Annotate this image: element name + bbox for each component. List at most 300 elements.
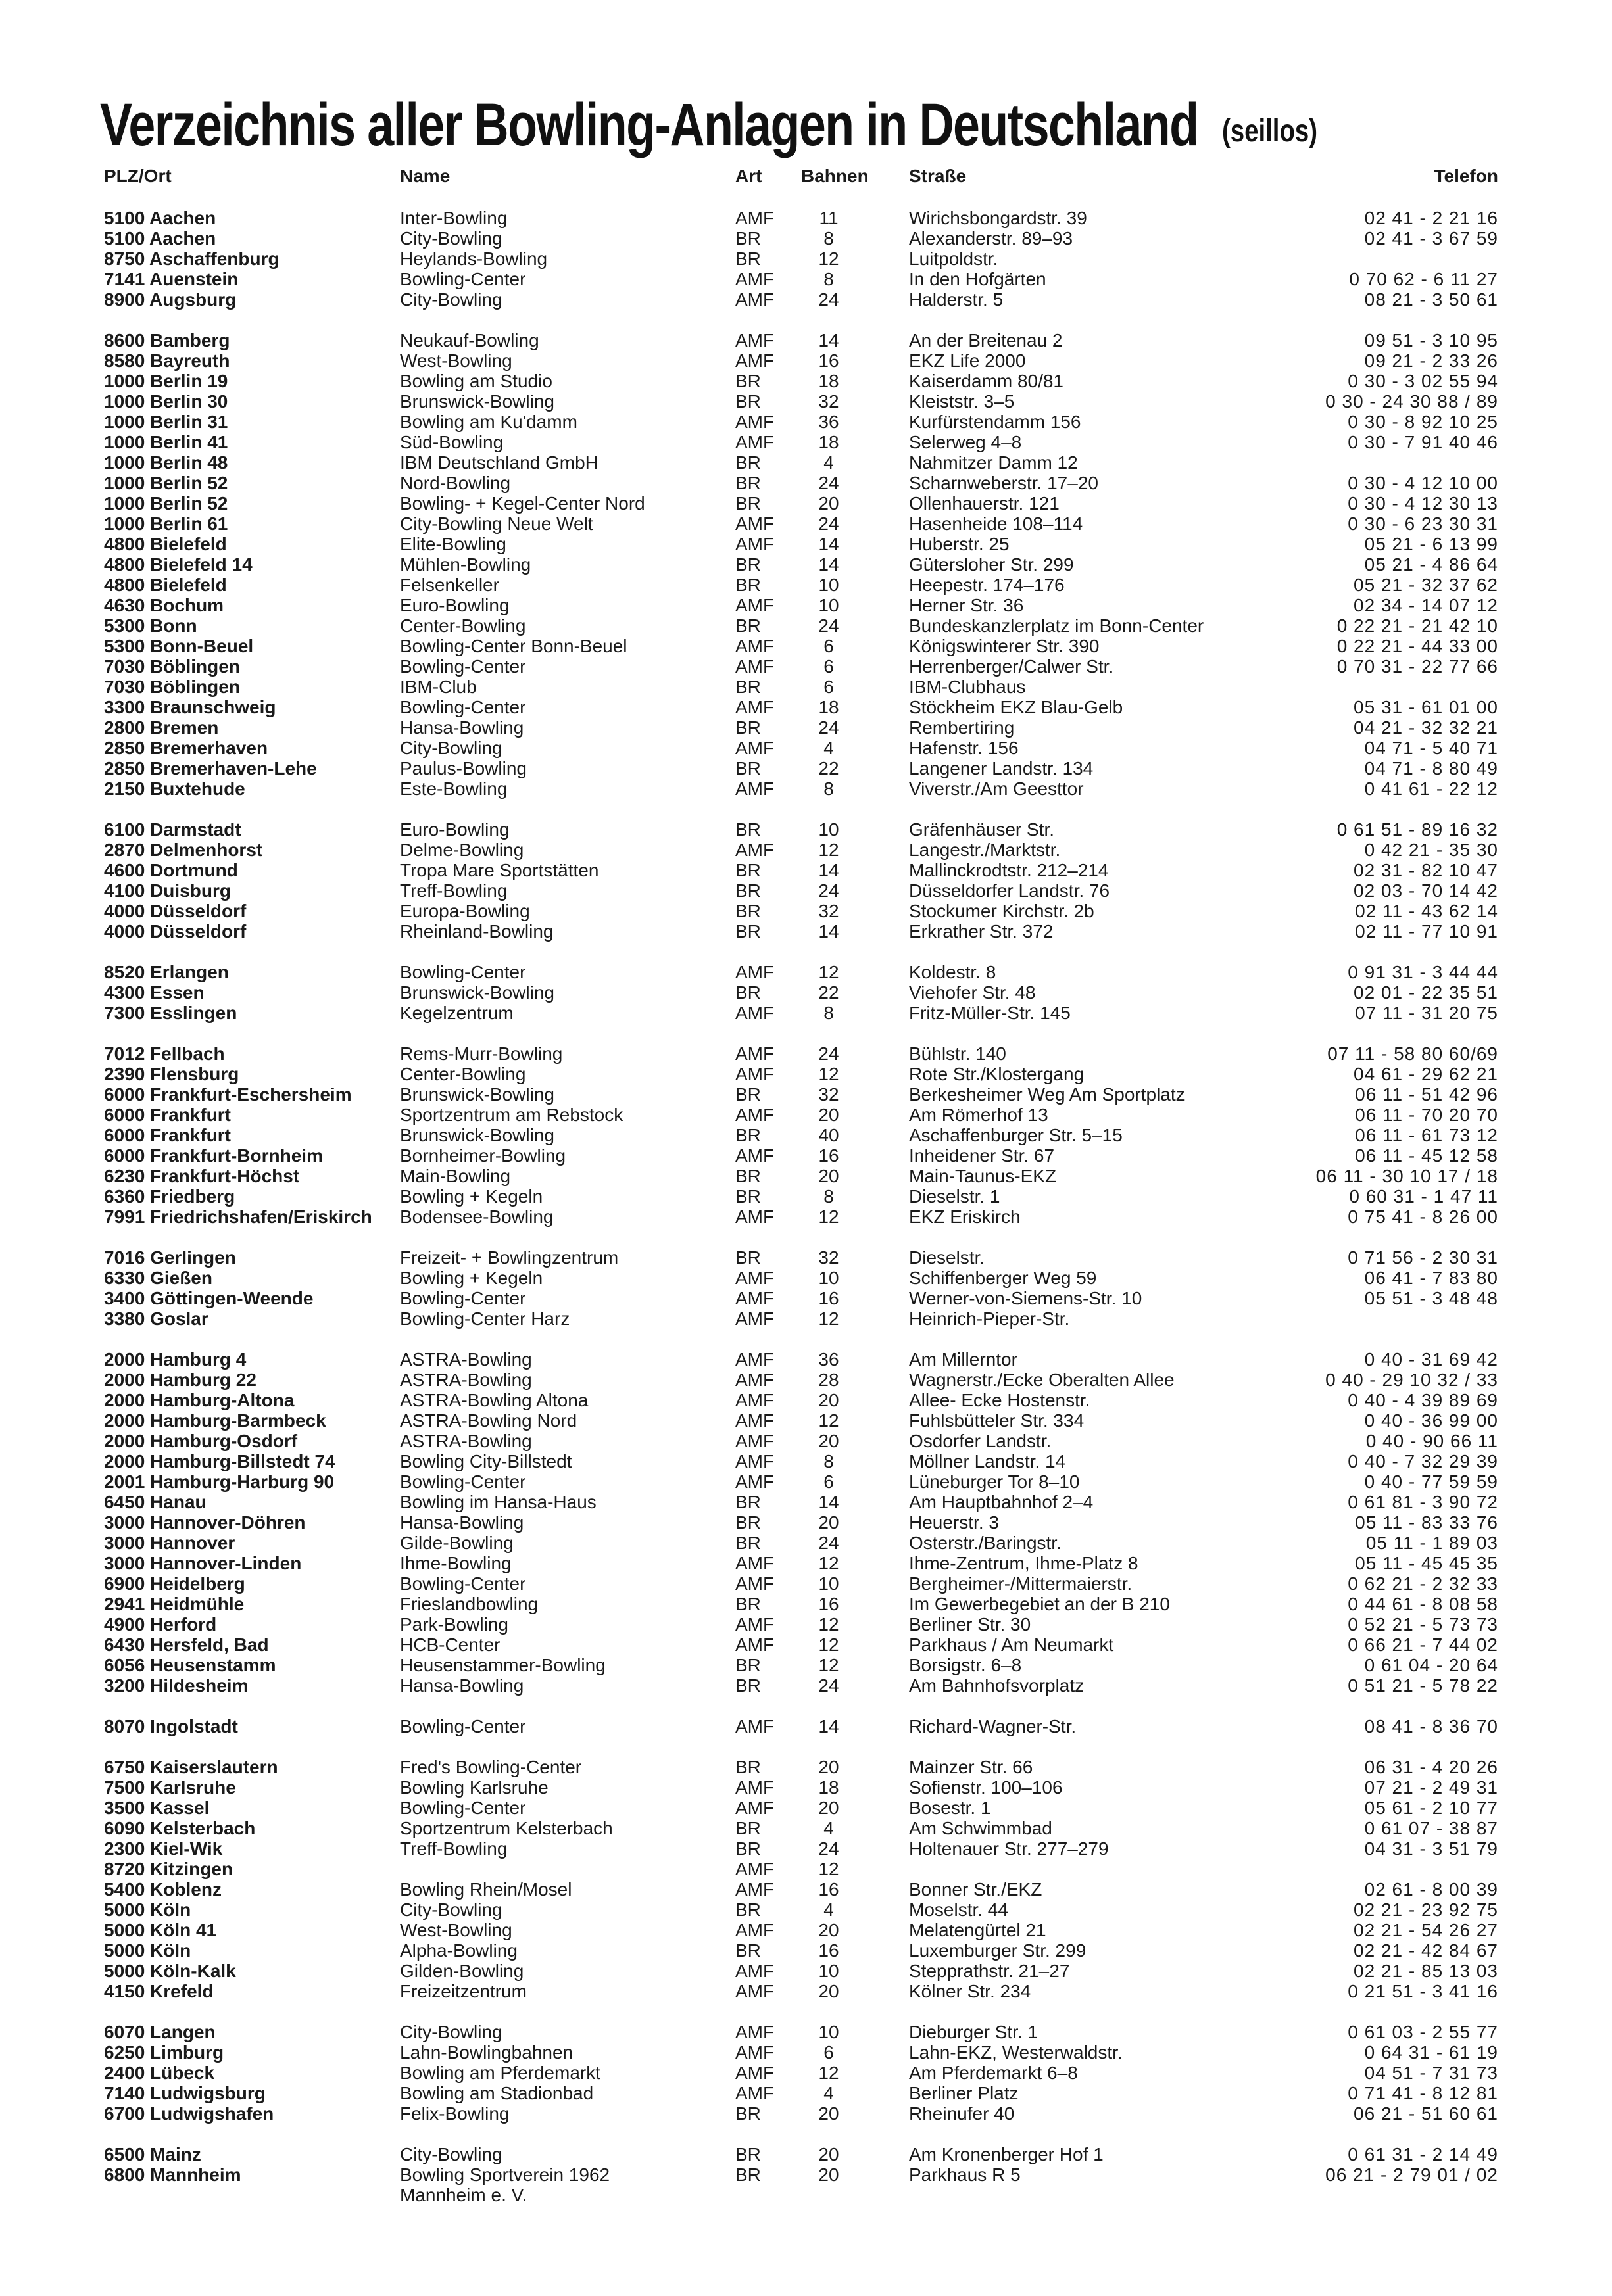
row-art: BR — [735, 228, 761, 249]
row-name: Bowling-Center — [400, 1716, 526, 1736]
row-art: AMF — [735, 1431, 775, 1451]
table-row — [0, 1655, 1612, 1675]
row-ort: 8750 Aschaffenburg — [104, 249, 280, 269]
row-name: Treff-Bowling — [400, 1838, 508, 1859]
row-name: ASTRA-Bowling — [400, 1431, 532, 1451]
letter-group — [0, 1757, 1612, 2001]
row-name: City-Bowling — [400, 1900, 502, 1920]
table-row — [0, 2144, 1612, 2164]
row-ort: 1000 Berlin 31 — [104, 412, 228, 432]
table-row — [0, 1186, 1612, 1207]
row-art: AMF — [735, 1635, 775, 1655]
row-strasse: Berliner Str. 30 — [909, 1614, 1031, 1635]
row-art: AMF — [735, 1288, 775, 1308]
table-row — [0, 1961, 1612, 1981]
row-ort: 4600 Dortmund — [104, 860, 238, 880]
row-art: BR — [735, 554, 761, 575]
table-row — [0, 1349, 1612, 1370]
row-telefon: 0 91 31 - 3 44 44 — [1348, 962, 1498, 982]
table-row — [0, 269, 1612, 289]
row-telefon: 04 71 - 8 80 49 — [1364, 758, 1498, 778]
row-strasse: Erkrather Str. 372 — [909, 921, 1054, 942]
table-row — [0, 758, 1612, 778]
row-name: Bowling-Center Bonn-Beuel — [400, 636, 627, 656]
row-strasse: Rembertiring — [909, 717, 1015, 738]
row-ort: 6700 Ludwigshafen — [104, 2103, 274, 2124]
row-bahnen: 10 — [818, 2022, 839, 2042]
row-ort: 6450 Hanau — [104, 1492, 207, 1512]
table-row — [0, 1777, 1612, 1798]
row-name: Bowling-Center — [400, 1573, 526, 1594]
table-row — [0, 208, 1612, 228]
row-ort: 4000 Düsseldorf — [104, 901, 247, 921]
row-strasse: Ihme-Zentrum, Ihme-Platz 8 — [909, 1553, 1138, 1573]
row-strasse: Mainzer Str. 66 — [909, 1757, 1033, 1777]
row-name: City-Bowling — [400, 2144, 502, 2164]
table-row — [0, 350, 1612, 371]
table-row — [0, 432, 1612, 452]
row-art: AMF — [735, 1471, 775, 1492]
row-name: IBM Deutschland GmbH — [400, 452, 598, 473]
row-bahnen: 22 — [818, 982, 839, 1003]
row-name: Heylands-Bowling — [400, 249, 548, 269]
row-bahnen: 14 — [818, 921, 839, 942]
row-telefon: 04 61 - 29 62 21 — [1354, 1064, 1498, 1084]
row-bahnen: 12 — [818, 1553, 839, 1573]
row-telefon: 0 40 - 4 39 89 69 — [1348, 1390, 1498, 1410]
row-bahnen: 14 — [818, 1492, 839, 1512]
table-row — [0, 228, 1612, 249]
row-ort: 2850 Bremerhaven-Lehe — [104, 758, 317, 778]
directory-table — [0, 208, 1612, 2205]
row-strasse: Richard-Wagner-Str. — [909, 1716, 1077, 1736]
row-strasse: EKZ Eriskirch — [909, 1207, 1021, 1227]
row-ort: 7016 Gerlingen — [104, 1247, 236, 1268]
row-strasse: Kurfürstendamm 156 — [909, 412, 1081, 432]
row-ort: 6000 Frankfurt-Bornheim — [104, 1145, 323, 1166]
row-strasse: Im Gewerbegebiet an der B 210 — [909, 1594, 1170, 1614]
row-name: Sportzentrum am Rebstock — [400, 1105, 623, 1125]
row-name: Euro-Bowling — [400, 595, 510, 615]
row-ort: 8720 Kitzingen — [104, 1859, 233, 1879]
table-row — [0, 2063, 1612, 2083]
row-telefon: 06 21 - 51 60 61 — [1354, 2103, 1498, 2124]
row-bahnen: 6 — [823, 2042, 834, 2063]
row-art: BR — [735, 371, 761, 391]
row-name: HCB-Center — [400, 1635, 501, 1655]
row-ort: 6430 Hersfeld, Bad — [104, 1635, 269, 1655]
row-art: AMF — [735, 1370, 775, 1390]
table-row — [0, 901, 1612, 921]
row-strasse: An der Breitenau 2 — [909, 330, 1063, 350]
row-name: Bowling-Center — [400, 962, 526, 982]
row-bahnen: 20 — [818, 2164, 839, 2185]
row-name: Hansa-Bowling — [400, 1675, 524, 1696]
row-ort: 6230 Frankfurt-Höchst — [104, 1166, 300, 1186]
row-bahnen: 8 — [823, 1186, 834, 1207]
row-telefon: 09 21 - 2 33 26 — [1364, 350, 1498, 371]
header-telefon: Telefon — [1434, 166, 1498, 186]
row-strasse: Borsigstr. 6–8 — [909, 1655, 1022, 1675]
row-bahnen: 4 — [823, 2083, 834, 2103]
row-name: Nord-Bowling — [400, 473, 511, 493]
row-bahnen: 4 — [823, 1900, 834, 1920]
row-art: BR — [735, 452, 761, 473]
row-name: Sportzentrum Kelsterbach — [400, 1818, 613, 1838]
row-name: Ihme-Bowling — [400, 1553, 512, 1573]
row-name: Elite-Bowling — [400, 534, 506, 554]
row-bahnen: 8 — [823, 228, 834, 249]
row-strasse: Allee- Ecke Hostenstr. — [909, 1390, 1090, 1410]
row-ort: 6250 Limburg — [104, 2042, 224, 2063]
table-row — [0, 412, 1612, 432]
row-bahnen: 18 — [818, 1777, 839, 1798]
letter-group — [0, 1349, 1612, 1696]
table-row — [0, 1247, 1612, 1268]
row-strasse: Ollenhauerstr. 121 — [909, 493, 1060, 514]
row-art: AMF — [735, 1859, 775, 1879]
row-ort: 5000 Köln — [104, 1900, 191, 1920]
row-strasse: Herrenberger/Calwer Str. — [909, 656, 1114, 677]
row-art: BR — [735, 901, 761, 921]
row-ort: 3200 Hildesheim — [104, 1675, 249, 1696]
row-strasse: Bonner Str./EKZ — [909, 1879, 1042, 1900]
row-name: ASTRA-Bowling — [400, 1370, 532, 1390]
table-row — [0, 1512, 1612, 1533]
letter-group — [0, 2022, 1612, 2124]
row-strasse: Koldestr. 8 — [909, 962, 996, 982]
row-bahnen: 24 — [818, 1675, 839, 1696]
row-name: Bowling-Center — [400, 1471, 526, 1492]
row-ort: 5100 Aachen — [104, 208, 216, 228]
row-art: BR — [735, 1838, 761, 1859]
row-strasse: Bergheimer-/Mittermaierstr. — [909, 1573, 1133, 1594]
row-strasse: Werner-von-Siemens-Str. 10 — [909, 1288, 1142, 1308]
row-name: Hansa-Bowling — [400, 1512, 524, 1533]
letter-group — [0, 208, 1612, 310]
row-art: AMF — [735, 350, 775, 371]
row-telefon: 0 30 - 6 23 30 31 — [1348, 514, 1498, 534]
row-telefon: 06 41 - 7 83 80 — [1364, 1268, 1498, 1288]
table-row — [0, 717, 1612, 738]
table-row — [0, 1451, 1612, 1471]
row-ort: 1000 Berlin 52 — [104, 493, 228, 514]
row-ort: 8520 Erlangen — [104, 962, 229, 982]
row-ort: 2150 Buxtehude — [104, 778, 245, 799]
row-strasse: Osdorfer Landstr. — [909, 1431, 1052, 1451]
row-name: Bowling am Studio — [400, 371, 552, 391]
row-name: Fred's Bowling-Center — [400, 1757, 582, 1777]
row-telefon: 04 71 - 5 40 71 — [1364, 738, 1498, 758]
row-strasse: Melatengürtel 21 — [909, 1920, 1046, 1940]
table-row — [0, 493, 1612, 514]
row-name: Bowling am Stadionbad — [400, 2083, 594, 2103]
row-name: Felsenkeller — [400, 575, 499, 595]
row-telefon: 04 31 - 3 51 79 — [1364, 1838, 1498, 1859]
row-name: Bowling + Kegeln — [400, 1268, 543, 1288]
row-ort: 4300 Essen — [104, 982, 205, 1003]
row-telefon: 04 21 - 32 32 21 — [1354, 717, 1498, 738]
row-name: Paulus-Bowling — [400, 758, 527, 778]
row-ort: 2850 Bremerhaven — [104, 738, 268, 758]
row-art: BR — [735, 1186, 761, 1207]
row-bahnen: 10 — [818, 575, 839, 595]
table-row — [0, 1471, 1612, 1492]
header-strasse: Straße — [909, 166, 967, 186]
row-telefon: 0 30 - 3 02 55 94 — [1348, 371, 1498, 391]
row-bahnen: 16 — [818, 1594, 839, 1614]
table-row — [0, 697, 1612, 717]
letter-group — [0, 1716, 1612, 1736]
table-row — [0, 1308, 1612, 1329]
header-art: Art — [735, 166, 762, 186]
row-bahnen: 12 — [818, 1064, 839, 1084]
row-strasse: Halderstr. 5 — [909, 289, 1004, 310]
header-ort: PLZ/Ort — [104, 166, 172, 186]
row-bahnen: 12 — [818, 840, 839, 860]
row-name: Bowling- + Kegel-Center Nord — [400, 493, 645, 514]
table-row — [0, 1838, 1612, 1859]
row-bahnen: 20 — [818, 1166, 839, 1186]
row-name: Brunswick-Bowling — [400, 1084, 554, 1105]
table-row — [0, 1003, 1612, 1023]
row-bahnen: 4 — [823, 738, 834, 758]
row-name: Bornheimer-Bowling — [400, 1145, 566, 1166]
row-strasse: IBM-Clubhaus — [909, 677, 1026, 697]
row-telefon: 0 40 - 29 10 32 / 33 — [1325, 1370, 1498, 1390]
row-ort: 2000 Hamburg-Billstedt 74 — [104, 1451, 335, 1471]
table-row — [0, 1390, 1612, 1410]
row-name: Bodensee-Bowling — [400, 1207, 554, 1227]
row-strasse: Selerweg 4–8 — [909, 432, 1022, 452]
row-bahnen: 14 — [818, 534, 839, 554]
table-row — [0, 1614, 1612, 1635]
row-telefon: 0 30 - 4 12 30 13 — [1348, 493, 1498, 514]
row-name: Lahn-Bowlingbahnen — [400, 2042, 574, 2063]
row-art: BR — [735, 1512, 761, 1533]
row-telefon: 0 61 03 - 2 55 77 — [1348, 2022, 1498, 2042]
row-art: AMF — [735, 697, 775, 717]
row-name: Bowling City-Billstedt — [400, 1451, 572, 1471]
row-bahnen: 24 — [818, 1533, 839, 1553]
table-row — [0, 1431, 1612, 1451]
row-bahnen: 24 — [818, 717, 839, 738]
row-ort: 3400 Göttingen-Weende — [104, 1288, 314, 1308]
row-telefon: 02 61 - 8 00 39 — [1364, 1879, 1498, 1900]
table-row — [0, 778, 1612, 799]
row-bahnen: 6 — [823, 1471, 834, 1492]
row-bahnen: 20 — [818, 1431, 839, 1451]
row-ort: 5000 Köln-Kalk — [104, 1961, 236, 1981]
table-header — [0, 166, 1612, 192]
table-row — [0, 1207, 1612, 1227]
row-bahnen: 20 — [818, 1390, 839, 1410]
row-telefon: 06 11 - 61 73 12 — [1355, 1125, 1498, 1145]
row-name: West-Bowling — [400, 1920, 512, 1940]
row-bahnen: 12 — [818, 1410, 839, 1431]
row-bahnen: 24 — [818, 514, 839, 534]
row-art: AMF — [735, 2063, 775, 2083]
row-bahnen: 36 — [818, 1349, 839, 1370]
row-telefon: 0 40 - 36 99 00 — [1364, 1410, 1498, 1431]
row-strasse: Gräfenhäuser Str. — [909, 819, 1055, 840]
row-ort: 6000 Frankfurt — [104, 1125, 231, 1145]
row-art: BR — [735, 1757, 761, 1777]
row-bahnen: 12 — [818, 1614, 839, 1635]
row-art: AMF — [735, 289, 775, 310]
row-art: BR — [735, 2164, 761, 2185]
row-telefon: 07 21 - 2 49 31 — [1364, 1777, 1498, 1798]
row-art: AMF — [735, 534, 775, 554]
row-name: ASTRA-Bowling Nord — [400, 1410, 577, 1431]
table-row — [0, 1410, 1612, 1431]
row-bahnen: 12 — [818, 1655, 839, 1675]
row-bahnen: 12 — [818, 1859, 839, 1879]
table-row — [0, 514, 1612, 534]
row-bahnen: 6 — [823, 677, 834, 697]
row-bahnen: 24 — [818, 615, 839, 636]
subtitle-text: (seillos) — [1221, 114, 1318, 149]
row-strasse: Königswinterer Str. 390 — [909, 636, 1100, 656]
row-ort: 7300 Esslingen — [104, 1003, 237, 1023]
row-strasse: Am Hauptbahnhof 2–4 — [909, 1492, 1094, 1512]
row-ort: 5000 Köln 41 — [104, 1920, 217, 1940]
row-telefon: 04 51 - 7 31 73 — [1364, 2063, 1498, 2083]
table-row — [0, 289, 1612, 310]
row-bahnen: 12 — [818, 1308, 839, 1329]
row-ort: 6000 Frankfurt-Eschersheim — [104, 1084, 352, 1105]
row-strasse: Aschaffenburger Str. 5–15 — [909, 1125, 1123, 1145]
row-bahnen: 32 — [818, 391, 839, 412]
row-bahnen: 28 — [818, 1370, 839, 1390]
row-art: BR — [735, 473, 761, 493]
row-telefon: 0 52 21 - 5 73 73 — [1348, 1614, 1498, 1635]
table-row — [0, 249, 1612, 269]
row-name: Center-Bowling — [400, 615, 526, 636]
row-art: BR — [735, 1655, 761, 1675]
row-telefon: 02 21 - 54 26 27 — [1354, 1920, 1498, 1940]
row-name: Hansa-Bowling — [400, 717, 524, 738]
row-art: BR — [735, 615, 761, 636]
row-telefon: 05 11 - 1 89 03 — [1365, 1533, 1498, 1553]
table-row — [0, 677, 1612, 697]
row-bahnen: 18 — [818, 697, 839, 717]
row-strasse: Lüneburger Tor 8–10 — [909, 1471, 1080, 1492]
row-bahnen: 12 — [818, 962, 839, 982]
row-strasse: Langestr./Marktstr. — [909, 840, 1061, 860]
table-row — [0, 840, 1612, 860]
row-name: Bowling am Pferdemarkt — [400, 2063, 601, 2083]
table-row — [0, 636, 1612, 656]
row-art: BR — [735, 391, 761, 412]
row-bahnen: 32 — [818, 901, 839, 921]
row-ort: 1000 Berlin 41 — [104, 432, 228, 452]
row-art: AMF — [735, 2022, 775, 2042]
row-bahnen: 6 — [823, 636, 834, 656]
row-name: Bowling Karlsruhe — [400, 1777, 549, 1798]
row-bahnen: 4 — [823, 452, 834, 473]
row-art: AMF — [735, 1003, 775, 1023]
row-art: AMF — [735, 636, 775, 656]
row-name: Gilden-Bowling — [400, 1961, 524, 1981]
row-name: Este-Bowling — [400, 778, 508, 799]
row-ort: 2000 Hamburg-Osdorf — [104, 1431, 298, 1451]
row-bahnen: 12 — [818, 249, 839, 269]
row-ort: 5000 Köln — [104, 1940, 191, 1961]
row-telefon: 07 11 - 31 20 75 — [1355, 1003, 1498, 1023]
table-row — [0, 1879, 1612, 1900]
table-row — [0, 595, 1612, 615]
row-art: AMF — [735, 1105, 775, 1125]
row-name: IBM-Club — [400, 677, 477, 697]
table-row — [0, 1798, 1612, 1818]
row-bahnen: 16 — [818, 1940, 839, 1961]
row-ort: 2000 Hamburg-Barmbeck — [104, 1410, 326, 1431]
row-bahnen: 10 — [818, 819, 839, 840]
row-art: AMF — [735, 1268, 775, 1288]
row-name: Frieslandbowling — [400, 1594, 539, 1614]
row-name: Bowling am Ku'damm — [400, 412, 577, 432]
row-strasse: Gütersloher Str. 299 — [909, 554, 1074, 575]
row-telefon: 0 71 56 - 2 30 31 — [1348, 1247, 1498, 1268]
table-row — [0, 1981, 1612, 2001]
row-art: BR — [735, 1125, 761, 1145]
row-bahnen: 14 — [818, 860, 839, 880]
row-art: AMF — [735, 778, 775, 799]
row-art: BR — [735, 1594, 761, 1614]
row-art: BR — [735, 1818, 761, 1838]
row-strasse: Am Kronenberger Hof 1 — [909, 2144, 1104, 2164]
row-strasse: Am Schwimmbad — [909, 1818, 1052, 1838]
row-ort: 4100 Duisburg — [104, 880, 231, 901]
row-ort: 1000 Berlin 61 — [104, 514, 228, 534]
row-strasse: Bosestr. 1 — [909, 1798, 991, 1818]
row-bahnen: 20 — [818, 1920, 839, 1940]
row-strasse: Bundeskanzlerplatz im Bonn-Center — [909, 615, 1204, 636]
row-art: AMF — [735, 1777, 775, 1798]
row-bahnen: 10 — [818, 1268, 839, 1288]
table-row — [0, 1553, 1612, 1573]
letter-group — [0, 2144, 1612, 2185]
row-strasse: Viehofer Str. 48 — [909, 982, 1036, 1003]
row-ort: 6100 Darmstadt — [104, 819, 241, 840]
row-art: AMF — [735, 412, 775, 432]
table-row — [0, 1920, 1612, 1940]
row-telefon: 0 30 - 8 92 10 25 — [1348, 412, 1498, 432]
row-strasse: Berkesheimer Weg Am Sportplatz — [909, 1084, 1185, 1105]
row-ort: 4630 Bochum — [104, 595, 224, 615]
row-ort: 7991 Friedrichshafen/Eriskirch — [104, 1207, 372, 1227]
row-ort: 7012 Fellbach — [104, 1043, 225, 1064]
row-telefon: 02 21 - 85 13 03 — [1354, 1961, 1498, 1981]
title-text: Verzeichnis aller Bowling-Anlagen in Deutschland — [100, 91, 1198, 158]
row-art: BR — [735, 880, 761, 901]
row-art: AMF — [735, 1920, 775, 1940]
row-name: Bowling-Center — [400, 1288, 526, 1308]
row-telefon: 06 11 - 51 42 96 — [1355, 1084, 1498, 1105]
row-strasse: Heepestr. 174–176 — [909, 575, 1065, 595]
row-ort: 4900 Herford — [104, 1614, 217, 1635]
row-strasse: Moselstr. 44 — [909, 1900, 1008, 1920]
row-name: Bowling im Hansa-Haus — [400, 1492, 597, 1512]
row-name: Bowling-Center — [400, 697, 526, 717]
table-row — [0, 1492, 1612, 1512]
row-ort: 5100 Aachen — [104, 228, 216, 249]
row-ort: 3500 Kassel — [104, 1798, 210, 1818]
row-name: Center-Bowling — [400, 1064, 526, 1084]
row-telefon: 02 11 - 77 10 91 — [1355, 921, 1498, 942]
table-row — [0, 554, 1612, 575]
